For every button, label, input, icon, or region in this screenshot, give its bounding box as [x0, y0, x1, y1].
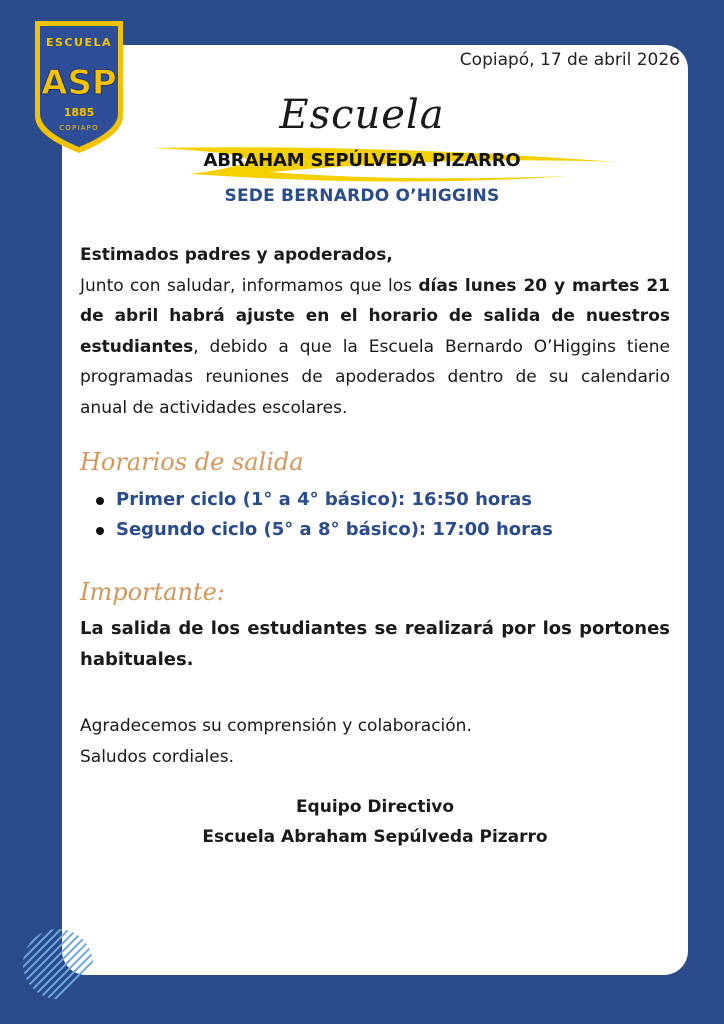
closing-line-1: Agradecemos su comprensión y colaboración. — [80, 716, 472, 736]
greeting: Estimados padres y apoderados, — [80, 245, 393, 265]
school-name: ABRAHAM SEPÚLVEDA PIZARRO — [203, 150, 521, 171]
intro-paragraph — [80, 271, 670, 424]
important-text: La salida de los estudiantes se realizará por los portones habituales. — [80, 618, 670, 670]
signature — [80, 792, 670, 852]
logo-bottom-text: COPIAPO — [59, 124, 99, 132]
schedule-list — [80, 485, 670, 545]
hatched-circle-decoration — [22, 928, 94, 1000]
intro-text-1: Junto con saludar, informamos que los — [80, 275, 419, 296]
closing-line-2: Saludos cordiales. — [80, 746, 234, 767]
sede-name: SEDE BERNARDO O’HIGGINS — [224, 186, 500, 206]
signature-line-2: Escuela Abraham Sepúlveda Pizarro — [202, 827, 548, 847]
closing — [80, 711, 670, 772]
schedule-title: Horarios de salida — [80, 448, 304, 476]
intro-bold: días lunes 20 y martes 21 de abril habrá ajuste en el horario de salida de nuestros estudiantes — [80, 275, 670, 357]
script-title: Escuela — [279, 92, 445, 138]
logo-year: 1885 — [63, 106, 95, 119]
logo-initials: ASP — [41, 63, 117, 103]
letter-date: Copiapó, 17 de abril 2026 — [459, 50, 680, 70]
important-title: Importante: — [80, 578, 225, 606]
bullet-icon — [96, 497, 104, 505]
schedule-item: Primer ciclo (1° a 4° básico): 16:50 horas — [96, 485, 670, 515]
signature-line-1: Equipo Directivo — [295, 797, 455, 817]
letter-body — [80, 240, 670, 852]
logo-top-text: ESCUELA — [46, 36, 112, 49]
schedule-item: Segundo ciclo (5° a 8° básico): 17:00 horas — [96, 515, 670, 545]
bullet-icon — [96, 527, 104, 535]
intro-text-2: , debido a que la Escuela Bernardo O’Higgins tiene programadas reuniones de apoderados dentro de su calendario anual de actividades escolares. — [80, 336, 670, 418]
